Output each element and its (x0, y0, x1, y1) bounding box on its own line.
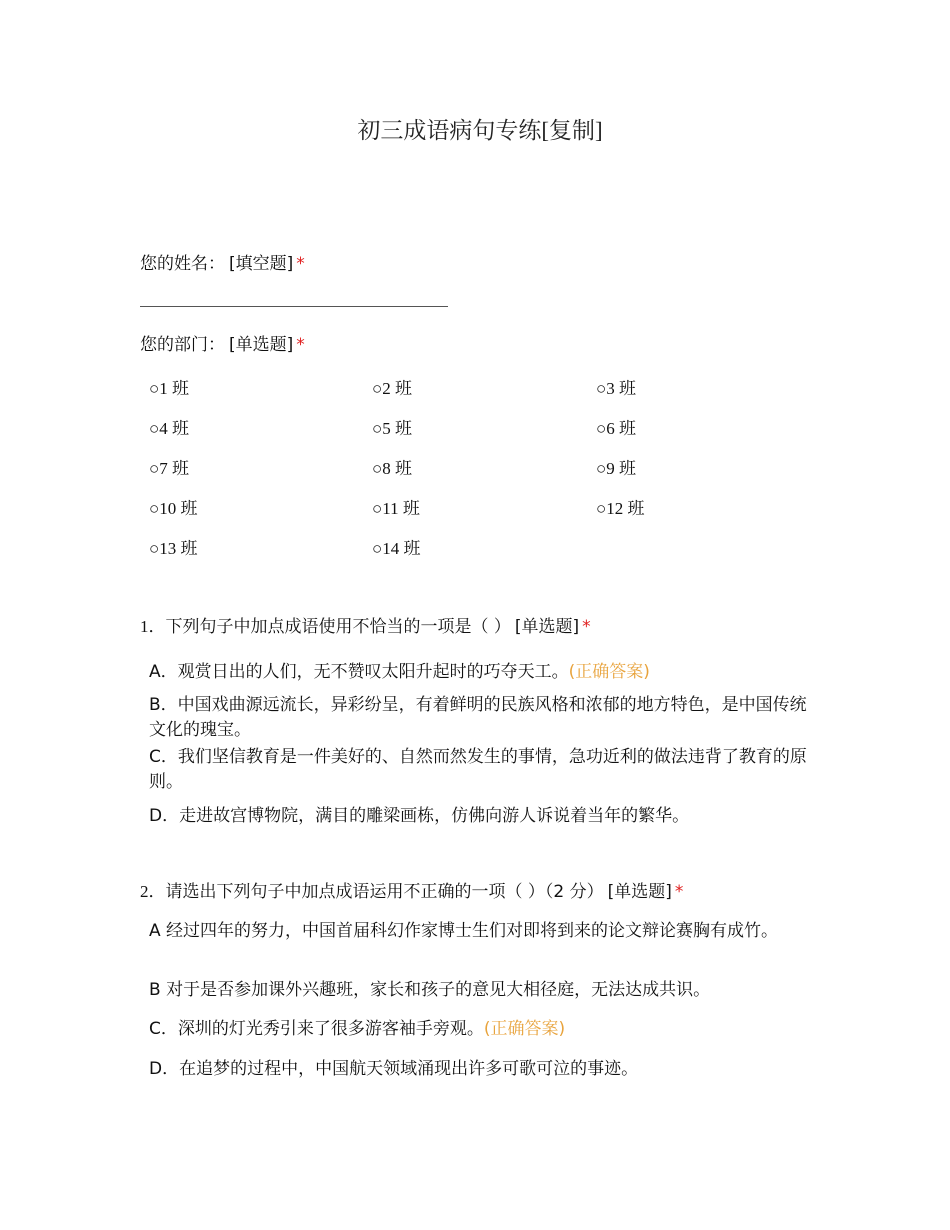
option-text: B．中国戏曲源远流长，异彩纷呈，有着鲜明的民族风格和浓郁的地方特色，是中国传统文化的瑰宝。 (149, 695, 807, 740)
question-type-tag: [单选题] (514, 617, 580, 637)
question-type-tag: [单选题] (607, 882, 672, 902)
q2-option-c[interactable] (149, 1017, 809, 1042)
required-mark: * (296, 254, 305, 274)
dept-option[interactable]: ○11 班 (372, 499, 420, 518)
q2-option-a[interactable] (149, 919, 809, 944)
q1-option-d[interactable] (149, 804, 809, 829)
dept-option[interactable]: ○1 班 (149, 379, 190, 398)
question-type-tag: [单选题] (229, 335, 294, 355)
option-text: B 对于是否参加课外兴趣班，家长和孩子的意见大相径庭，无法达成共识。 (149, 980, 711, 1000)
q2-option-b[interactable] (149, 978, 809, 1003)
q1-option-a[interactable] (149, 660, 809, 685)
option-text: D．在追梦的过程中，中国航天领域涌现出许多可歌可泣的事迹。 (149, 1059, 639, 1079)
question-1 (140, 616, 591, 638)
dept-option[interactable]: ○8 班 (372, 459, 413, 478)
option-text: A．观赏日出的人们，无不赞叹太阳升起时的巧夺天工。 (149, 662, 569, 682)
required-mark: * (296, 335, 305, 355)
question-text: 下列句子中加点成语使用不恰当的一项是（ ） (165, 617, 511, 637)
question-2 (140, 881, 683, 903)
q1-option-b[interactable] (149, 693, 809, 743)
dept-question (140, 334, 305, 356)
required-mark: * (674, 882, 684, 902)
option-text: D．走进故宫博物院，满目的雕梁画栋，仿佛向游人诉说着当年的繁华。 (149, 806, 690, 826)
question-number: 2． (140, 882, 166, 901)
dept-option[interactable]: ○2 班 (372, 379, 413, 398)
question-text: 请选出下列句子中加点成语运用不正确的一项（ ）（2 分） (165, 882, 604, 902)
option-text: A 经过四年的努力，中国首届科幻作家博士生们对即将到来的论文辩论赛胸有成竹。 (149, 921, 779, 941)
option-text: C．我们坚信教育是一件美好的、自然而然发生的事情，急功近利的做法违背了教育的原则。 (149, 747, 807, 792)
dept-option[interactable]: ○12 班 (596, 499, 645, 518)
option-text: C．深圳的灯光秀引来了很多游客袖手旁观。 (149, 1019, 484, 1039)
dept-option[interactable]: ○5 班 (372, 419, 413, 438)
q2-option-d[interactable] (149, 1057, 809, 1082)
dept-option[interactable]: ○14 班 (372, 539, 421, 558)
dept-option[interactable]: ○6 班 (596, 419, 637, 438)
dept-option[interactable]: ○9 班 (596, 459, 637, 478)
question-type-tag: [填空题] (229, 254, 294, 274)
dept-question-label: 您的部门： (140, 335, 225, 355)
q1-option-c[interactable] (149, 745, 809, 795)
correct-answer-note: (正确答案) (483, 1019, 566, 1039)
dept-option[interactable]: ○3 班 (596, 379, 637, 398)
dept-option[interactable]: ○13 班 (149, 539, 198, 558)
name-input-blank[interactable] (140, 306, 448, 307)
page-title: 初三成语病句专练[复制] (357, 118, 603, 143)
required-mark: * (582, 617, 591, 637)
name-question (140, 253, 305, 275)
question-number: 1． (140, 617, 166, 636)
dept-option[interactable]: ○7 班 (149, 459, 190, 478)
dept-option[interactable]: ○4 班 (149, 419, 190, 438)
name-question-label: 您的姓名： (140, 254, 225, 274)
dept-option[interactable]: ○10 班 (149, 499, 198, 518)
correct-answer-note: (正确答案) (568, 662, 650, 682)
